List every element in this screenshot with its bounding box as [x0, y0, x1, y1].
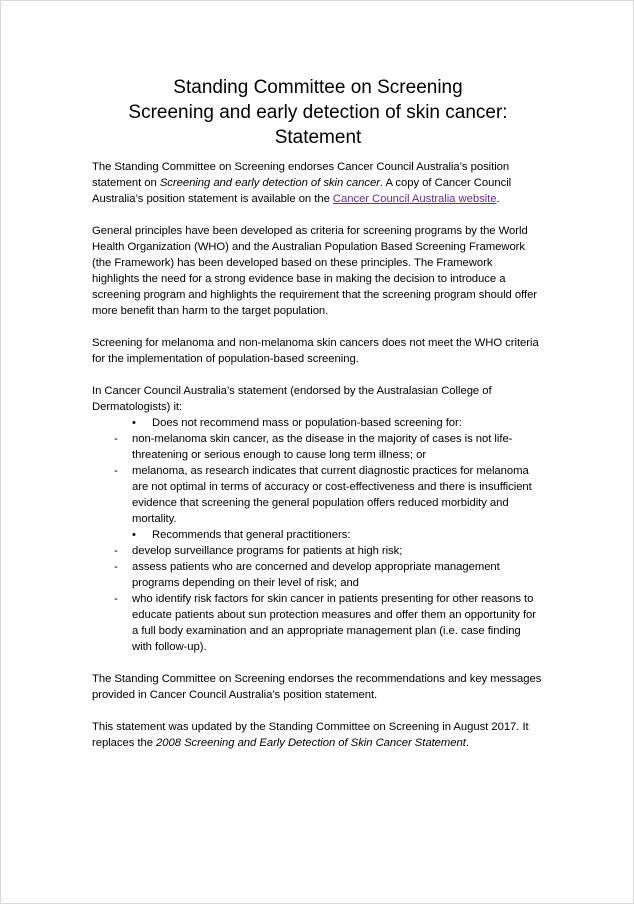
- cancer-council-link[interactable]: Cancer Council Australia website: [332, 193, 497, 205]
- bullet-text: Does not recommend mass or population-based screening for:: [152, 417, 462, 429]
- list-item: [92, 591, 542, 655]
- dash-text: assess patients who are concerned and develop appropriate management programs depending on their level of risk; and: [132, 561, 500, 589]
- intro-text: The Standing Committee on Screening endorses Cancer Council Australia’s position statement on: [92, 161, 510, 189]
- list-item: [92, 431, 542, 463]
- update-text: This statement was updated by the Standing Committee on Screening in August 2017. It replaces the: [92, 721, 529, 749]
- intro-text-cont: . A copy of Cancer Council Australia’s position statement is available on the: [92, 177, 512, 205]
- statement-intro-paragraph: In Cancer Council Australia’s statement (endorsed by the Australasian College of Dermatologists) it:: [92, 385, 492, 413]
- dash-marker: -: [114, 433, 118, 445]
- list-item: [92, 527, 542, 543]
- list-item: [92, 543, 542, 559]
- bullet-marker: •: [132, 417, 136, 429]
- update-text-end: .: [465, 737, 469, 749]
- dash-marker: -: [114, 561, 118, 573]
- dash-text: non-melanoma skin cancer, as the disease in the majority of cases is not life-threatening or serious enough to cause long term illness; or: [132, 433, 513, 461]
- intro-text-end: .: [496, 193, 500, 205]
- dash-marker: -: [114, 593, 118, 605]
- intro-paragraph: [92, 159, 542, 207]
- title-line-2: Screening and early detection of skin cancer:: [128, 102, 508, 123]
- list-item: [92, 463, 542, 527]
- dash-text: melanoma, as research indicates that current diagnostic practices for melanoma are not optimal in terms of accuracy or cost-effectiveness and there is insufficient evidence that screening the general population offers reduced morbidity and mortality.: [132, 465, 532, 525]
- principles-paragraph: General principles have been developed as criteria for screening programs by the World Health Organization (WHO) and the Australian Population Based Screening Framework (the Framework) has been developed based on these principles. The Framework highlights the need for a strong evidence base in making the decision to introduce a screening program and highlights the requirement that the screening program should offer more benefit than harm to the target population.: [92, 225, 538, 317]
- dash-marker: -: [114, 545, 118, 557]
- dash-marker: -: [114, 465, 118, 477]
- who-criteria-paragraph: Screening for melanoma and non-melanoma skin cancers does not meet the WHO criteria for the implementation of population-based screening.: [92, 337, 539, 365]
- spacer: [92, 655, 542, 671]
- dash-text: who identify risk factors for skin cancer in patients presenting for other reasons to educate patients about sun protection measures and offer them an opportunity for a full body examination and an appropriate management plan (i.e. case finding with follow-up).: [132, 593, 536, 653]
- update-paragraph: [92, 719, 542, 751]
- list-item: [92, 415, 542, 431]
- list-item: [92, 559, 542, 591]
- endorsement-paragraph: The Standing Committee on Screening endorses the recommendations and key messages provided in Cancer Council Australia’s position statement.: [92, 673, 542, 701]
- title-line-1: Standing Committee on Screening: [173, 77, 463, 98]
- title-line-3: Statement: [274, 127, 362, 148]
- bullet-marker: •: [132, 529, 136, 541]
- statement-title-italic: Screening and early detection of skin cancer: [159, 177, 380, 189]
- bullet-text: Recommends that general practitioners:: [152, 529, 351, 541]
- previous-statement-italic: 2008 Screening and Early Detection of Skin Cancer Statement: [156, 737, 466, 749]
- dash-text: develop surveillance programs for patients at high risk;: [132, 545, 403, 557]
- document-title: [81, 75, 555, 150]
- document-body: [92, 159, 542, 767]
